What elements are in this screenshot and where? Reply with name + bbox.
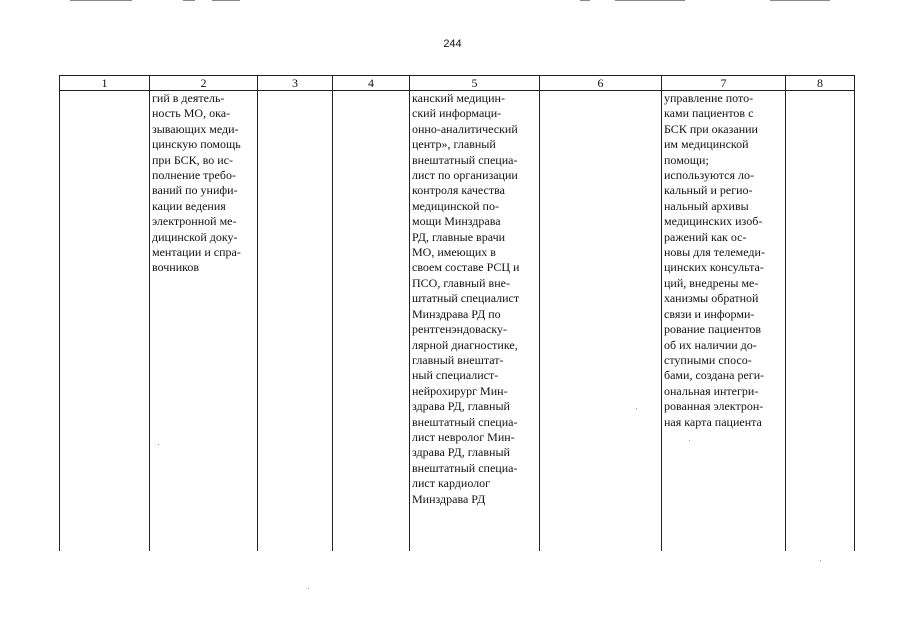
cell-col5: [410, 91, 540, 552]
scan-speck: [308, 588, 309, 589]
cell-col8: [786, 91, 855, 552]
column-header-7: 7: [662, 76, 786, 91]
cell-col7: [662, 91, 786, 552]
document-table: [59, 75, 855, 551]
scan-edge-line: [615, 0, 685, 1]
table-row: [60, 91, 855, 552]
scan-edge-line: [212, 0, 240, 1]
cell-text: управление пото- ками пациентов с БСК при оказании им медицинской помощи; используются ло- кальный и регио- нальный архивы медицинских изоб- ражений как ос- новы для телемеди- цинских консульта- ций, внедрены ме- ханизмы обратной связи и информи- рование пациентов об их наличии до- ступными спосо- бами, создана реги- ональная интегри- рованная электрон- ная карта пациента: [664, 91, 765, 429]
column-header-1: 1: [60, 76, 150, 91]
column-header-3: 3: [258, 76, 333, 91]
scan-edge-line: [183, 0, 195, 1]
scan-speck: [636, 408, 637, 409]
column-header-4: 4: [333, 76, 410, 91]
cell-text: гий в деятель- ность МО, ока- зывающих меди- цинскую помощь при БСК, во ис- полнение требо- ваний по унифи- кации ведения электронной ме- дицинской доку- ментации и спра- вочников: [152, 91, 241, 275]
column-header-2: 2: [150, 76, 258, 91]
scan-edge-line: [770, 0, 830, 1]
page-number: 244: [443, 38, 462, 50]
column-header-8: 8: [786, 76, 855, 91]
cell-col2: [150, 91, 258, 552]
cell-col4: [333, 91, 410, 552]
scan-speck: [158, 444, 159, 445]
cell-col3: [258, 91, 333, 552]
column-header-5: 5: [410, 76, 540, 91]
scan-edge-line: [70, 0, 132, 1]
column-header-6: 6: [540, 76, 662, 91]
cell-col1: [60, 91, 150, 552]
table-header-row: [60, 76, 855, 91]
scan-speck: [689, 440, 690, 441]
cell-col6: [540, 91, 662, 552]
scan-speck: [820, 560, 821, 561]
scan-edge-line: [580, 0, 590, 1]
cell-text: канский медицин- ский информаци- онно-аналитический центр», главный внештатный специа- лист по организации контроля качества медицинской по- мощи Минздрава РД, главные врачи МО, имеющих в своем составе РСЦ и ПСО, главный вне- штатный специалист Минздрава РД по рентгенэндоваску- лярной диагностике, главный внештат- ный специалист- нейрохирург Мин- здрава РД, главный внештатный специа- лист невролог Мин- здрава РД, главный внештатный специа- лист кардиолог Минздрава РД: [412, 91, 520, 506]
